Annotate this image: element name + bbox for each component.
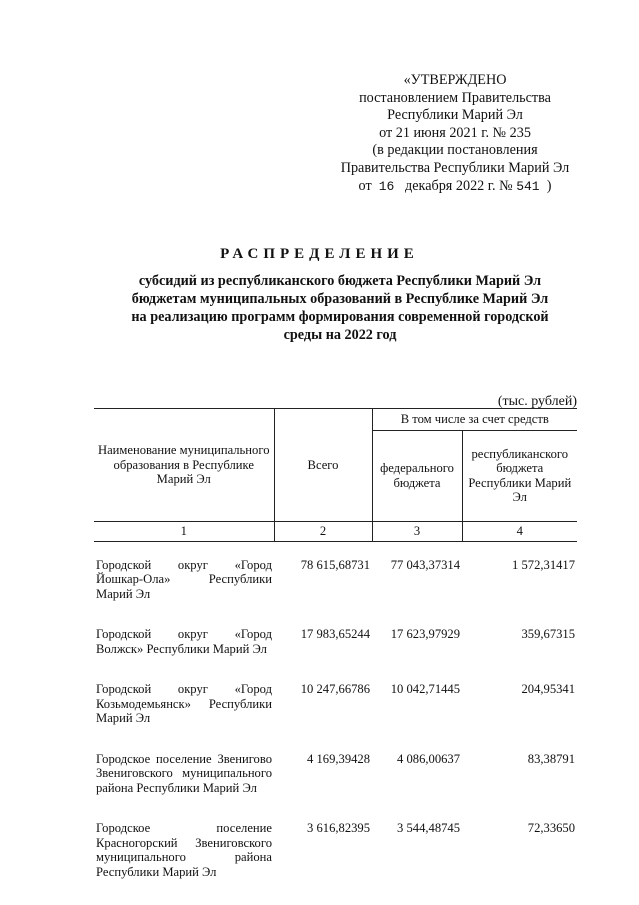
document-subtitle [100,272,580,344]
row-total: 4 169,39428 [307,751,370,766]
row-republican: 72,33650 [527,821,576,835]
subtitle-line-1: субсидий из республиканского бюджета Республики Марий Эл [138,273,542,289]
header-total: Всего [274,409,372,522]
column-number-2: 2 [274,522,372,542]
approval-line-5: (в редакции постановления [372,142,538,159]
row-republican: 83,38791 [527,751,576,766]
approval-day: 16 [378,178,395,194]
units-label: (тыс. рублей) [497,394,577,409]
row-total: 10 247,66786 [300,682,370,696]
row-name: Городское поселение Звенигово Звениговского муниципального района Республики Марий Эл [96,751,272,795]
distribution-table [94,408,577,879]
approval-line-6: Правительства Республики Марий Эл [340,159,570,176]
row-name: Городской округ «Город Йошкар-Ола» Республики Марий Эл [96,557,272,601]
approval-line-2: постановлением Правительства [359,89,551,106]
row-federal: 17 623,97929 [390,627,460,641]
row-total: 3 616,82395 [307,821,370,835]
column-number-4: 4 [462,522,577,542]
column-number-3: 3 [372,522,462,542]
subtitle-line-2: бюджетам муниципальных образований в Республике Марий Эл [131,291,549,307]
approval-line-7 [320,178,590,196]
row-republican: 359,67315 [521,627,576,641]
header-group: В том числе за счет средств [372,409,577,431]
approval-line-1: «УТВЕРЖДЕНО [403,72,507,88]
row-federal: 4 086,00637 [397,751,460,766]
row-name: Городское поселение Красногорский Звениговского муниципального района Республики Марий Эл [96,821,272,879]
document-heading: РАСПРЕДЕЛЕНИЕ [220,246,419,262]
row-republican: 1 572,31417 [512,557,576,572]
table-row [94,558,577,602]
row-name: Городской округ «Город Козьмодемьянск» Республики Марий Эл [96,682,272,725]
table-row [94,752,577,796]
row-federal: 3 544,48745 [397,821,460,835]
subtitle-line-3: на реализацию программ формирования современной городской [131,309,549,325]
row-total: 78 615,68731 [300,557,370,572]
approval-stamp [320,72,590,195]
header-federal: федерального бюджета [372,430,462,521]
header-name: Наименование муниципального образования в Республике Марий Эл [94,409,274,522]
approval-month-year: декабря 2022 г. № [405,177,513,194]
row-federal: 10 042,71445 [390,682,460,696]
table-row [94,627,577,656]
header-republican: республиканского бюджета Республики Марий Эл [462,430,577,521]
approval-line-4: от 21 июня 2021 г. № 235 [379,124,531,141]
row-federal: 77 043,37314 [390,557,460,572]
row-total: 17 983,65244 [300,627,370,641]
row-republican: 204,95341 [521,682,576,696]
row-name: Городской округ «Город Волжск» Республики Марий Эл [96,627,272,656]
table-row [94,682,577,726]
subtitle-line-4: среды на 2022 год [283,327,397,343]
approval-line-3: Республики Марий Эл [387,107,523,124]
column-number-1: 1 [94,522,274,542]
table-row [94,821,577,879]
approval-date-prefix: от [358,177,372,194]
approval-number: 541 [516,178,540,194]
approval-close-paren: ) [546,177,552,194]
